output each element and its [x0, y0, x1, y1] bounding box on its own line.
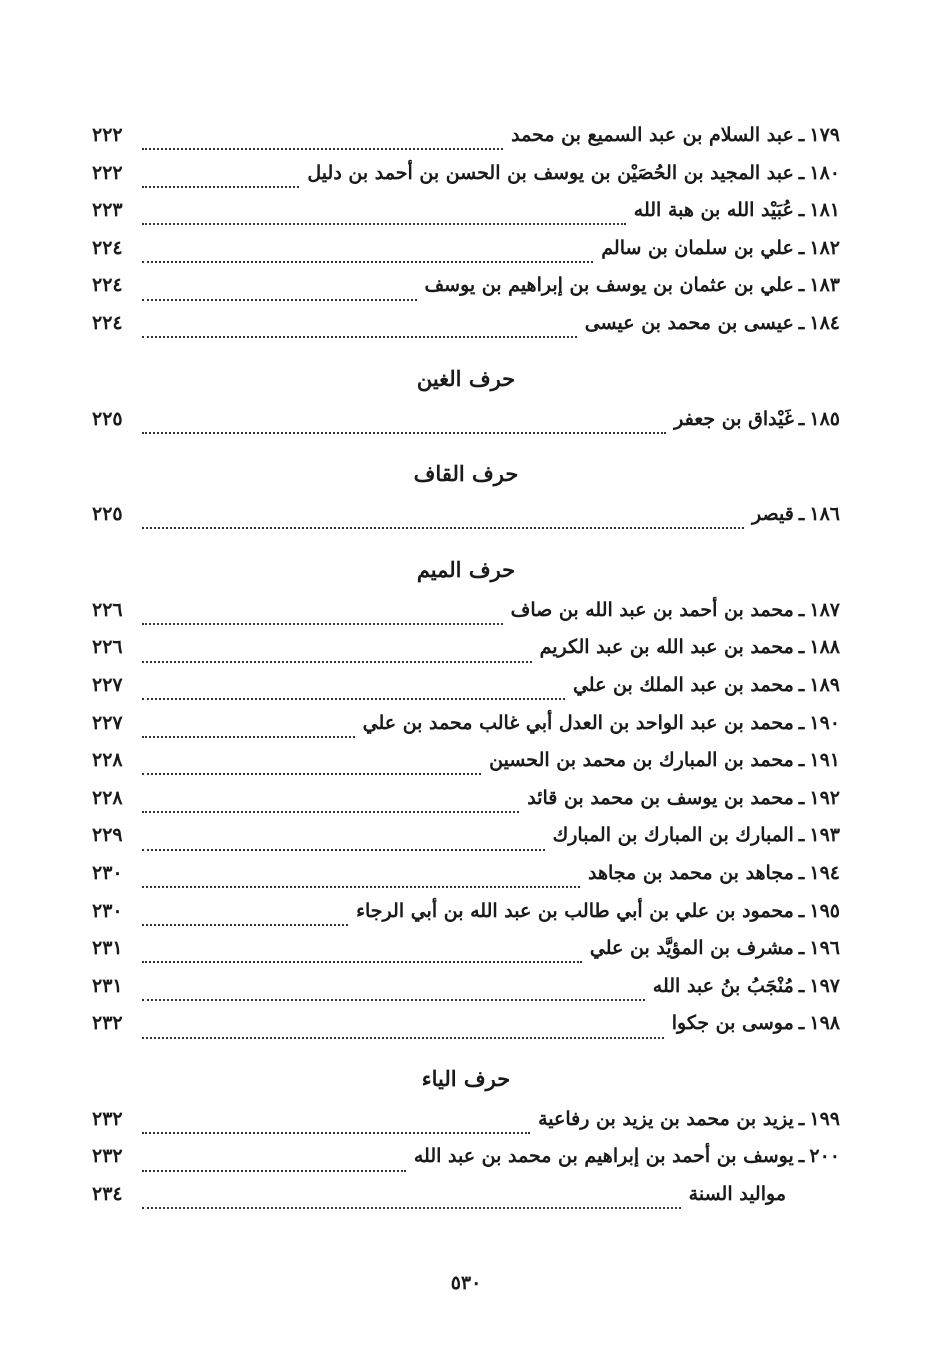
- index-entry: [92, 674, 840, 712]
- dot-leader: [142, 697, 565, 700]
- entry-number: ١٨٦: [809, 503, 840, 526]
- entry-page: ٢٣١: [92, 937, 123, 960]
- entry-number: ١٩٧: [809, 974, 840, 997]
- entry-page: ٢٢٤: [92, 274, 123, 297]
- entry-number: ١٨٥: [809, 407, 840, 430]
- entry-number: ١٨١: [809, 199, 840, 222]
- entry-dash: ـ: [798, 236, 805, 259]
- entry-dash: ـ: [798, 824, 805, 847]
- entry-name: عيسى بن محمد بن عيسى: [584, 311, 794, 334]
- entry-dash: ـ: [798, 711, 805, 734]
- index-entry: [92, 712, 840, 750]
- entry-dash: ـ: [798, 311, 805, 334]
- entry-number: ١٩٦: [809, 937, 840, 960]
- dot-leader: [142, 335, 577, 338]
- entry-number: ٢٠٠: [809, 1145, 840, 1168]
- entry-number: ١٩٩: [809, 1107, 840, 1130]
- index-entry: [92, 1108, 840, 1146]
- entry-page: ٢٣٢: [92, 1012, 123, 1035]
- entry-page: ٢٢٦: [92, 598, 123, 621]
- entry-page: ٢٢٥: [92, 503, 123, 526]
- index-entry: [92, 787, 840, 825]
- entry-number: ١٩٥: [809, 899, 840, 922]
- entry-name: علي بن سلمان بن سالم: [601, 236, 794, 259]
- entry-number: ١٩٠: [809, 711, 840, 734]
- entry-page: ٢٣٢: [92, 1107, 123, 1130]
- entry-dash: ـ: [798, 407, 805, 430]
- entry-page: ٢٢٧: [92, 673, 123, 696]
- dot-leader: [142, 222, 626, 225]
- entry-name: عبد المجيد بن الحُصَيْن بن يوسف بن الحسن بن أحمد بن دليل: [307, 161, 794, 184]
- entry-name: يوسف بن أحمد بن إبراهيم بن محمد بن عبد الله: [413, 1145, 794, 1168]
- entry-dash: ـ: [798, 974, 805, 997]
- entry-number: ١٩٨: [809, 1012, 840, 1035]
- entry-name: مجاهد بن محمد بن مجاهد: [587, 861, 794, 884]
- entry-dash: ـ: [798, 161, 805, 184]
- entry-dash: ـ: [798, 636, 805, 659]
- section-heading: حرف القاف: [413, 461, 519, 487]
- dot-leader: [142, 147, 503, 150]
- dot-leader: [142, 185, 299, 188]
- entry-dash: ـ: [798, 274, 805, 297]
- entry-page: ٢٢٩: [92, 824, 123, 847]
- entry-page: ٢٢٨: [92, 749, 123, 772]
- entry-dash: ـ: [798, 673, 805, 696]
- entry-name: علي بن عثمان بن يوسف بن إبراهيم بن يوسف: [424, 274, 794, 297]
- entry-page: ٢٢٦: [92, 636, 123, 659]
- entry-page: ٢٢٣: [92, 199, 123, 222]
- entry-name: محمد بن عبد الواحد بن العدل أبي غالب محمد بن علي: [362, 711, 794, 734]
- entry-name: مواليد السنة: [688, 1183, 786, 1206]
- index-entry: [92, 636, 840, 674]
- index-entry: [92, 162, 840, 200]
- index-entry: [92, 824, 840, 862]
- dot-leader: [142, 660, 532, 663]
- entry-number: ١٩١: [809, 749, 840, 772]
- index-entry: [92, 408, 840, 446]
- entry-name: محمد بن يوسف بن محمد بن قائد: [527, 786, 794, 809]
- index-entry: [92, 199, 840, 237]
- entry-dash: ـ: [798, 786, 805, 809]
- entry-number: ١٩٤: [809, 861, 840, 884]
- entry-dash: ـ: [798, 598, 805, 621]
- index-entry: [92, 900, 840, 938]
- entry-number: ١٧٩: [809, 124, 840, 146]
- index-entry: [92, 124, 840, 162]
- entry-name: عبد السلام بن عبد السميع بن محمد: [511, 124, 794, 146]
- entry-number: ١٨٩: [809, 673, 840, 696]
- index-entry: [92, 975, 840, 1013]
- entry-page: ٢٢٢: [92, 161, 123, 184]
- dot-leader: [142, 810, 519, 813]
- dot-leader: [142, 923, 348, 926]
- entry-page: ٢٢٨: [92, 786, 123, 809]
- entry-page: ٢٢٤: [92, 311, 123, 334]
- entry-name: محمد بن المبارك بن محمد بن الحسين: [489, 749, 794, 772]
- dot-leader: [142, 998, 645, 1001]
- entry-name: مُنْجَبُ بنُ عبد الله: [652, 974, 794, 997]
- dot-leader: [142, 1206, 681, 1209]
- entry-page: ٢٢٢: [92, 124, 123, 146]
- entry-page: ٢٣٤: [92, 1183, 123, 1206]
- entry-number: ١٨٤: [809, 311, 840, 334]
- index-list: [92, 124, 840, 1221]
- dot-leader: [142, 260, 593, 263]
- entry-page: ٢٣٠: [92, 899, 123, 922]
- entry-dash: ـ: [798, 861, 805, 884]
- index-entry: [92, 599, 840, 637]
- index-entry: [92, 749, 840, 787]
- dot-leader: [142, 298, 417, 301]
- index-entry: [92, 1012, 840, 1050]
- dot-leader: [142, 735, 355, 738]
- entry-dash: ـ: [798, 199, 805, 222]
- entry-page: ٢٣٠: [92, 861, 123, 884]
- entry-name: قيصر: [752, 503, 794, 526]
- entry-name: محمد بن عبد الملك بن علي: [572, 673, 794, 696]
- entry-name: غَيْداق بن جعفر: [674, 407, 794, 430]
- entry-page: ٢٢٧: [92, 711, 123, 734]
- entry-name: يزيد بن محمد بن يزيد بن رفاعية: [538, 1107, 794, 1130]
- entry-number: ١٨٣: [809, 274, 840, 297]
- dot-leader: [142, 885, 580, 888]
- dot-leader: [142, 848, 545, 851]
- entry-name: عُبَيْد الله بن هبة الله: [633, 199, 794, 222]
- dot-leader: [142, 1036, 664, 1039]
- entry-name: مشرف بن المؤيَّد بن علي: [589, 937, 794, 960]
- section-heading: حرف الميم: [416, 556, 516, 582]
- entry-dash: ـ: [798, 899, 805, 922]
- dot-leader: [142, 1169, 406, 1172]
- entry-name: موسى بن جكوا: [671, 1012, 794, 1035]
- entry-number: ١٨٧: [809, 598, 840, 621]
- index-entry: [92, 312, 840, 350]
- index-entry: [92, 237, 840, 275]
- entry-number: ١٨٠: [809, 161, 840, 184]
- index-entry: [92, 503, 840, 541]
- index-entry: [92, 1145, 840, 1183]
- entry-dash: ـ: [798, 503, 805, 526]
- entry-name: المبارك بن المبارك بن المبارك: [552, 824, 794, 847]
- entry-number: ١٨٢: [809, 236, 840, 259]
- entry-dash: ـ: [798, 1012, 805, 1035]
- entry-page: ٢٣٢: [92, 1145, 123, 1168]
- entry-name: محمد بن أحمد بن عبد الله بن صاف: [510, 598, 794, 621]
- entry-number: ١٩٢: [809, 786, 840, 809]
- entry-number: ١٩٣: [809, 824, 840, 847]
- dot-leader: [142, 526, 744, 529]
- entry-dash: ـ: [798, 749, 805, 772]
- entry-name: محمود بن علي بن أبي طالب بن عبد الله بن أبي الرجاء: [356, 899, 794, 922]
- section-heading: حرف الياء: [421, 1065, 511, 1091]
- dot-leader: [142, 1131, 530, 1134]
- index-entry: [92, 937, 840, 975]
- entry-page: ٢٢٤: [92, 236, 123, 259]
- entry-dash: ـ: [798, 1145, 805, 1168]
- dot-leader: [142, 960, 582, 963]
- index-entry: [92, 1183, 840, 1221]
- section-heading: حرف الغين: [416, 365, 516, 391]
- entry-dash: ـ: [798, 124, 805, 146]
- entry-dash: ـ: [798, 937, 805, 960]
- entry-number: ١٨٨: [809, 636, 840, 659]
- dot-leader: [142, 772, 481, 775]
- page-number: ٥٣٠: [450, 1272, 482, 1294]
- index-entry: [92, 862, 840, 900]
- entry-dash: ـ: [798, 1107, 805, 1130]
- index-entry: [92, 274, 840, 312]
- entry-page: ٢٣١: [92, 974, 123, 997]
- dot-leader: [142, 431, 666, 434]
- entry-page: ٢٢٥: [92, 407, 123, 430]
- dot-leader: [142, 622, 503, 625]
- entry-name: محمد بن عبد الله بن عبد الكريم: [539, 636, 794, 659]
